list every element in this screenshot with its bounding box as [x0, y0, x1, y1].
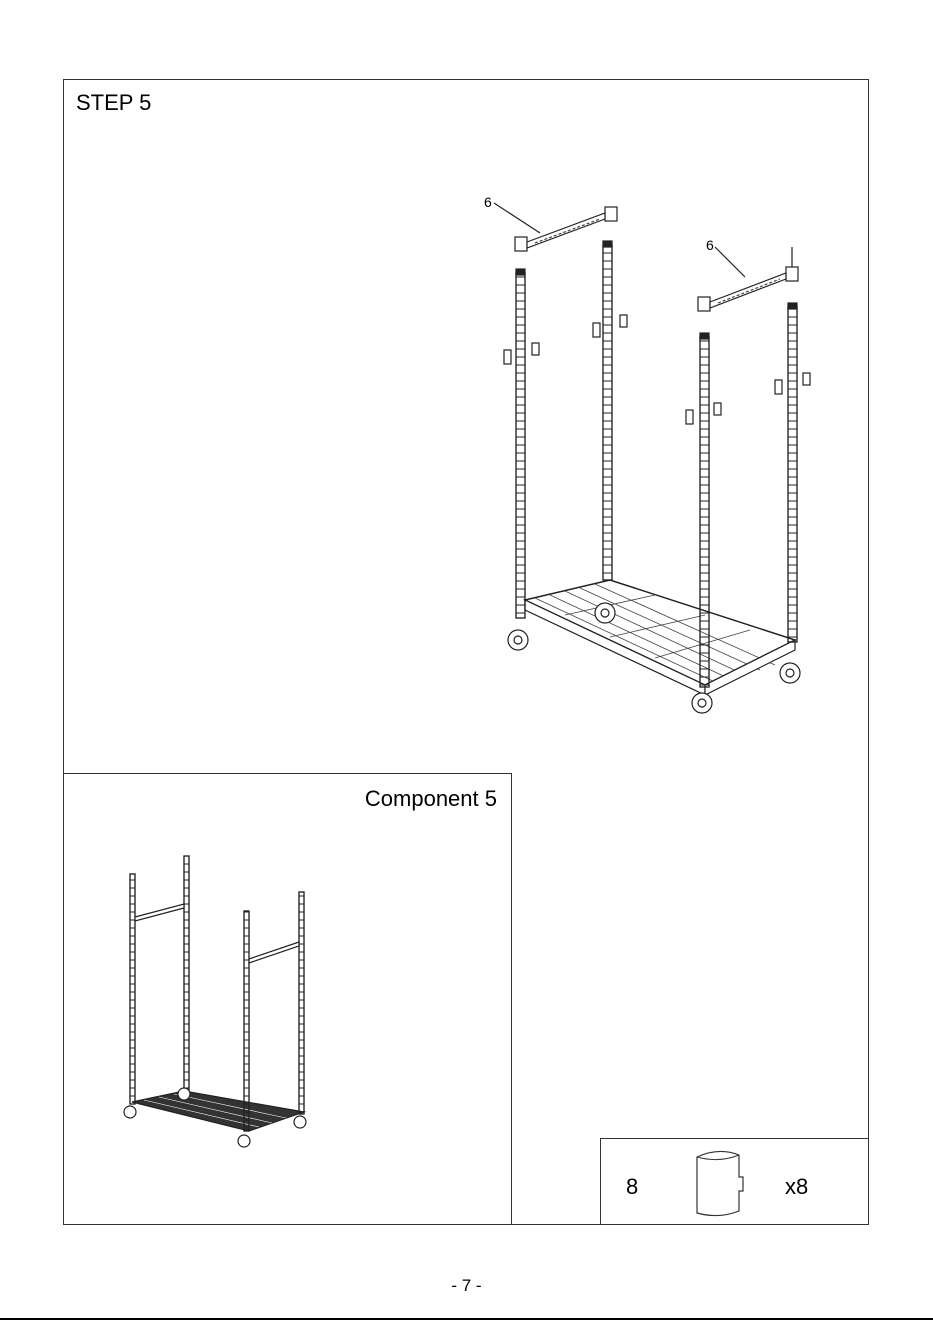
part-quantity: x8	[785, 1174, 809, 1199]
callout-label-right: 6	[706, 237, 714, 253]
page-number: - 7 -	[451, 1276, 482, 1295]
assembled-component-illustration	[104, 844, 374, 1174]
step-title: STEP 5	[76, 90, 152, 115]
pole-clip-icon	[689, 1147, 749, 1219]
exploded-assembly-illustration	[470, 185, 850, 725]
parts-callout-box	[600, 1138, 869, 1225]
component-title: Component 5	[364, 786, 497, 811]
callout-label-left: 6	[484, 194, 492, 210]
page-bottom-rule	[0, 1318, 933, 1320]
component-panel	[63, 773, 512, 1225]
part-number: 8	[626, 1174, 639, 1199]
